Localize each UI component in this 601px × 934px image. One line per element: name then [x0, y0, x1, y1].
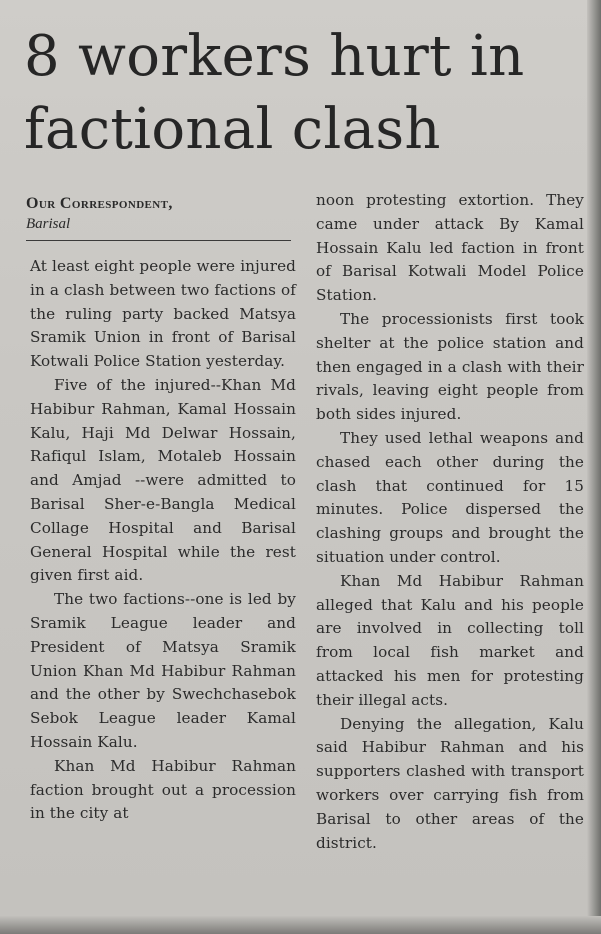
article-column-left: [30, 255, 296, 826]
headline: 8 workers hurt in factional clash: [24, 24, 525, 162]
article-column-right: [316, 189, 584, 855]
paragraph: The two factions--one is led by Sramik League leader and President of Matsya Sramik Union Khan Md Habibur Rahman and the other by Swechchasebok Sebok League leader Kamal Hossain Kalu.: [30, 590, 296, 751]
paragraph: Khan Md Habibur Rahman alleged that Kalu and his people are involved in collecting toll from local fish market and attacked his men for protesting their illegal acts.: [316, 571, 584, 709]
byline-author: Our Correspondent,: [26, 195, 173, 212]
page-edge-shadow: [587, 0, 601, 934]
paragraph: Denying the allegation, Kalu said Habibur Rahman and his supporters clashed with transport workers over carrying fish from Barisal to other areas of the district.: [316, 714, 584, 852]
paragraph: noon protesting extortion. They came under attack By Kamal Hossain Kalu led faction in front of Barisal Kotwali Model Police Station.: [316, 191, 584, 305]
byline-dateline: Barisal: [26, 216, 71, 232]
paragraph: The processionists first took shelter at the police station and then engaged in a clash with their rivals, leaving eight people from both sides injured.: [316, 309, 584, 424]
paragraph: Five of the injured--Khan Md Habibur Rahman, Kamal Hossain Kalu, Haji Md Delwar Hossain, Rafiqul Islam, Motaleb Hossain and Amjad --were admitted to Barisal Sher-e-Bangla Medical Collage Hospital and Barisal General Hospital while the rest given first aid.: [30, 375, 296, 585]
page-edge-shadow-bottom: [0, 916, 601, 934]
paragraph: At least eight people were injured in a clash between two factions of the ruling party backed Matsya Sramik Union in front of Barisal Kotwali Police Station yesterday.: [30, 257, 296, 371]
paragraph: They used lethal weapons and chased each other during the clash that continued for 15 minutes. Police dispersed the clashing groups and brought the situation under control.: [316, 428, 584, 566]
paragraph: Khan Md Habibur Rahman faction brought out a procession in the city at: [30, 756, 296, 823]
byline-divider: [26, 240, 291, 241]
byline: [26, 193, 291, 233]
